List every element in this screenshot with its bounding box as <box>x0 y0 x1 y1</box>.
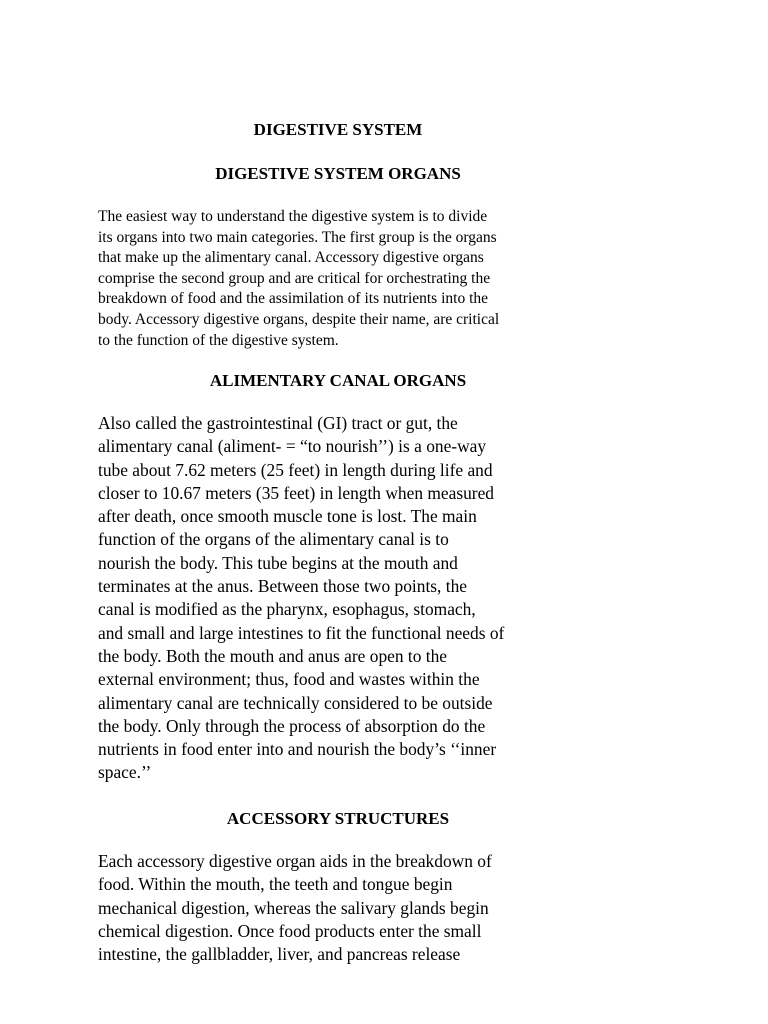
text-line: and small and large intestines to fit the functional needs of <box>98 622 505 643</box>
text-line: Each accessory digestive organ aids in the breakdown of <box>98 851 492 871</box>
text-line: mechanical digestion, whereas the salivary glands begin <box>98 897 489 918</box>
paragraph-alimentary-canal-organs <box>98 412 588 785</box>
document-title: DIGESTIVE SYSTEM <box>253 120 423 139</box>
paragraph-accessory-structures <box>98 850 588 966</box>
text-line: closer to 10.67 meters (35 feet) in length when measured <box>98 482 494 503</box>
text-line: external environment; thus, food and wastes within the <box>98 669 480 690</box>
text-line: alimentary canal are technically considered to be outside <box>98 692 493 713</box>
text-line: intestine, the gallbladder, liver, and pancreas release <box>98 944 461 965</box>
text-line: alimentary canal (aliment- = “to nourish’’) is a one-way <box>98 436 487 457</box>
text-line: the body. Both the mouth and anus are open to the <box>98 645 448 666</box>
text-line: function of the organs of the alimentary canal is to <box>98 529 449 550</box>
text-line: to the function of the digestive system. <box>98 331 339 349</box>
text-line: nutrients in food enter into and nourish the body’s ‘‘inner <box>98 739 497 760</box>
text-line: Also called the gastrointestinal (GI) tract or gut, the <box>98 413 458 433</box>
section-heading-alimentary-canal-organs: ALIMENTARY CANAL ORGANS <box>209 371 467 390</box>
text-line: after death, once smooth muscle tone is lost. The main <box>98 506 477 527</box>
text-line: comprise the second group and are critical for orchestrating the <box>98 269 491 287</box>
text-line: canal is modified as the pharynx, esophagus, stomach, <box>98 599 476 620</box>
section-heading-digestive-system-organs: DIGESTIVE SYSTEM ORGANS <box>215 164 461 183</box>
text-line: terminates at the anus. Between those two points, the <box>98 576 467 597</box>
section-heading-accessory-structures: ACCESSORY STRUCTURES <box>226 809 450 828</box>
text-line: chemical digestion. Once food products enter the small <box>98 920 482 941</box>
text-line: breakdown of food and the assimilation of its nutrients into the <box>98 290 489 308</box>
text-line: the body. Only through the process of absorption do the <box>98 715 486 736</box>
text-line: nourish the body. This tube begins at the mouth and <box>98 552 458 573</box>
text-line: space.’’ <box>98 762 152 783</box>
paragraph-digestive-system-organs <box>98 207 588 351</box>
text-line: The easiest way to understand the digestive system is to divide <box>98 208 488 225</box>
text-line: food. Within the mouth, the teeth and tongue begin <box>98 874 453 895</box>
text-line: its organs into two main categories. The first group is the organs <box>98 228 497 246</box>
text-line: that make up the alimentary canal. Accessory digestive organs <box>98 249 484 267</box>
text-line: body. Accessory digestive organs, despite their name, are critical <box>98 310 500 328</box>
text-line: tube about 7.62 meters (25 feet) in length during life and <box>98 459 493 480</box>
